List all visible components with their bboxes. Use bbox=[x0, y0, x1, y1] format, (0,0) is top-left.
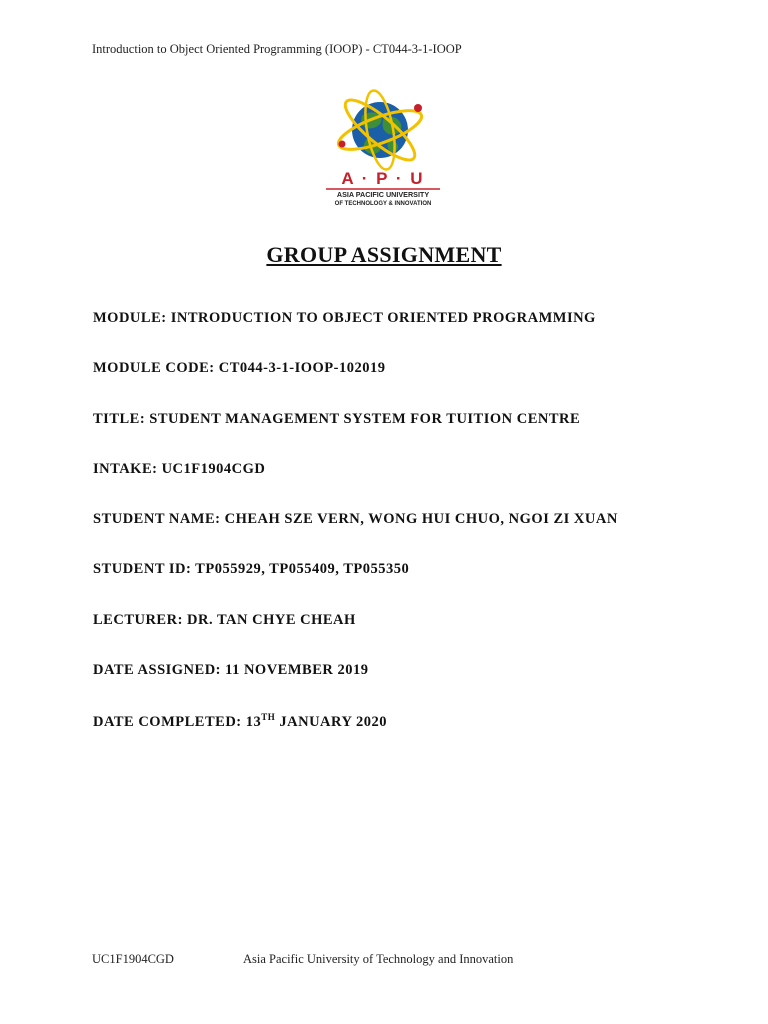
logo-line2: OF TECHNOLOGY & INNOVATION bbox=[334, 201, 432, 207]
page-header: Introduction to Object Oriented Programming (IOOP) - CT044-3-1-IOOP bbox=[92, 42, 462, 56]
date-completed-rest: JANUARY 2020 bbox=[275, 714, 388, 731]
lecturer-field: LECTURER: DR. TAN CHYE CHEAH bbox=[93, 611, 356, 628]
date-completed-ordinal: TH bbox=[261, 712, 276, 723]
assignment-details bbox=[93, 310, 733, 763]
page-title: GROUP ASSIGNMENT bbox=[266, 242, 502, 267]
logo-letters: A · P · U bbox=[341, 169, 425, 188]
module-code-field: MODULE CODE: CT044-3-1-IOOP-102019 bbox=[93, 360, 386, 377]
apu-globe-logo-icon bbox=[318, 88, 448, 210]
footer-intake: UC1F1904CGD bbox=[92, 952, 174, 966]
date-assigned-field: DATE ASSIGNED: 11 NOVEMBER 2019 bbox=[93, 662, 369, 679]
student-id-field: STUDENT ID: TP055929, TP055409, TP055350 bbox=[93, 561, 410, 578]
module-field: MODULE: INTRODUCTION TO OBJECT ORIENTED PROGRAMMING bbox=[93, 310, 596, 326]
footer-university: Asia Pacific University of Technology and Innovation bbox=[243, 952, 514, 966]
university-logo bbox=[318, 88, 448, 210]
intake-field: INTAKE: UC1F1904CGD bbox=[93, 460, 266, 477]
student-name-field: STUDENT NAME: CHEAH SZE VERN, WONG HUI CHUO, NGOI ZI XUAN bbox=[93, 511, 618, 528]
title-field: TITLE: STUDENT MANAGEMENT SYSTEM FOR TUITION CENTRE bbox=[93, 410, 581, 427]
date-completed-field bbox=[93, 712, 733, 762]
logo-line1: ASIA PACIFIC UNIVERSITY bbox=[336, 190, 430, 199]
date-completed-prefix: DATE COMPLETED: 13 bbox=[93, 714, 262, 731]
